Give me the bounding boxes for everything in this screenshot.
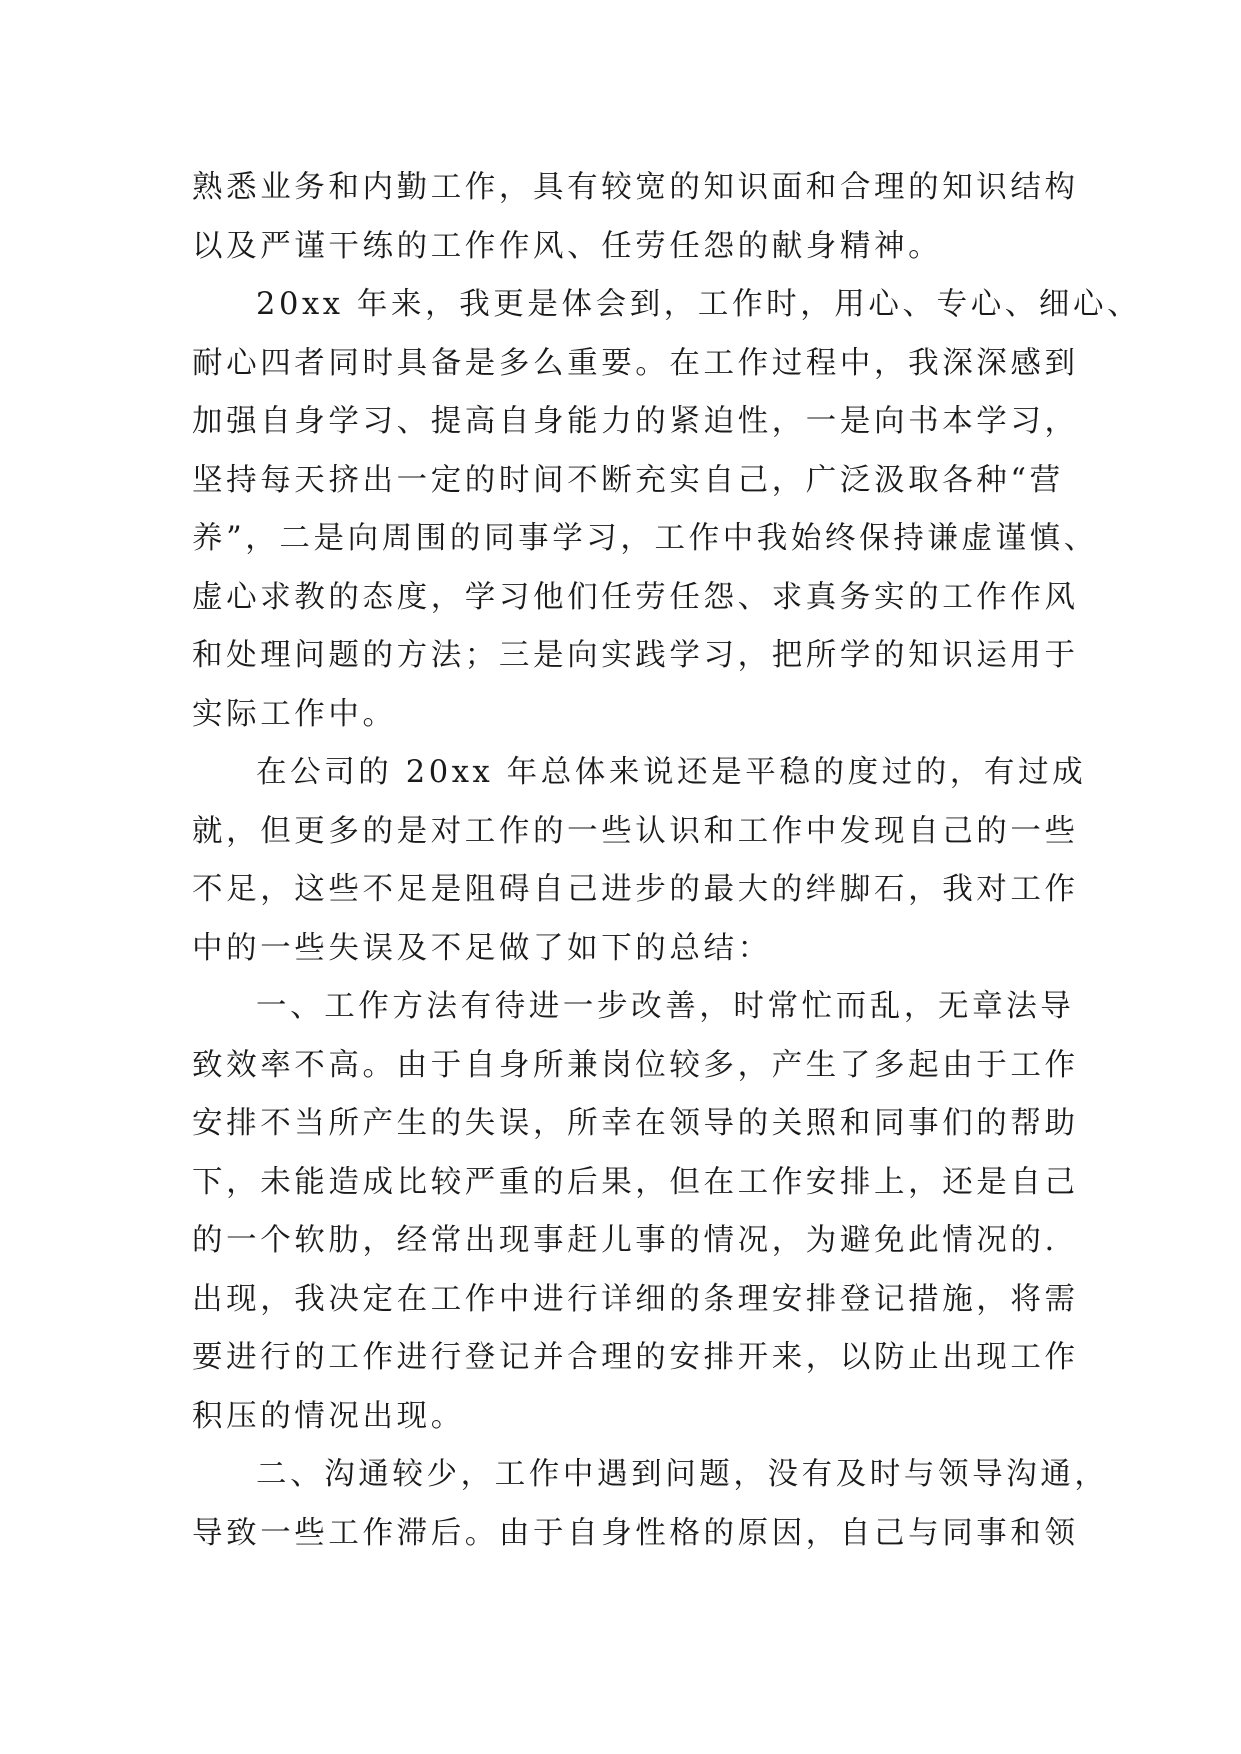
paragraph-start-line: 一、工作方法有待进一步改善，时常忙而乱，无章法导: [256, 989, 1075, 1024]
text-line: 以及严谨干练的工作作风、任劳任怨的献身精神。: [192, 228, 943, 264]
text-line: 出现，我决定在工作中进行详细的条理安排登记措施，将需: [192, 1281, 1079, 1317]
text-line: 导致一些工作滞后。由于自身性格的原因，自己与同事和领: [192, 1515, 1079, 1551]
text-line: 坚持每天挤出一定的时间不断充实自己，广泛汲取各种“营: [192, 462, 1064, 498]
text-line: 耐心四者同时具备是多么重要。在工作过程中，我深深感到: [192, 345, 1079, 381]
text-line: 中的一些失误及不足做了如下的总结：: [192, 930, 772, 966]
text-line: 要进行的工作进行登记并合理的安排开来，以防止出现工作: [192, 1340, 1079, 1375]
text-line: 的一个软肋，经常出现事赶儿事的情况，为避免此情况的.: [192, 1223, 1058, 1258]
text-line: 虚心求教的态度，学习他们任劳任怨、求真务实的工作作风: [192, 579, 1079, 615]
text-line: 熟悉业务和内勤工作，具有较宽的知识面和合理的知识结构: [192, 170, 1079, 205]
text-line: 积压的情况出现。: [192, 1398, 465, 1434]
text-line: 不足，这些不足是阻碍自己进步的最大的绊脚石，我对工作: [192, 872, 1079, 907]
text-line: 和处理问题的方法；三是向实践学习，把所学的知识运用于: [192, 638, 1079, 673]
text-line: 致效率不高。由于自身所兼岗位较多，产生了多起由于工作: [192, 1047, 1079, 1083]
paragraph-start-line: 二、沟通较少，工作中遇到问题，没有及时与领导沟通，: [256, 1457, 1109, 1492]
text-line: 安排不当所产生的失误，所幸在领导的关照和同事们的帮助: [192, 1106, 1079, 1141]
text-line: 养”，二是向周围的同事学习，工作中我始终保持谦虚谨慎、: [192, 521, 1098, 556]
text-line: 实际工作中。: [192, 696, 397, 732]
paragraph-start-line: 在公司的 20xx 年总体来说还是平稳的度过的，有过成: [256, 755, 1087, 790]
body-text: [192, 159, 1142, 1563]
text-line: 下，未能造成比较严重的后果，但在工作安排上，还是自己: [192, 1164, 1079, 1200]
paragraph-start-line: 20xx 年来，我更是体会到，工作时，用心、专心、细心、: [256, 287, 1142, 322]
text-line: 就，但更多的是对工作的一些认识和工作中发现自己的一些: [192, 813, 1079, 849]
text-line: 加强自身学习、提高自身能力的紧迫性，一是向书本学习，: [192, 404, 1079, 439]
